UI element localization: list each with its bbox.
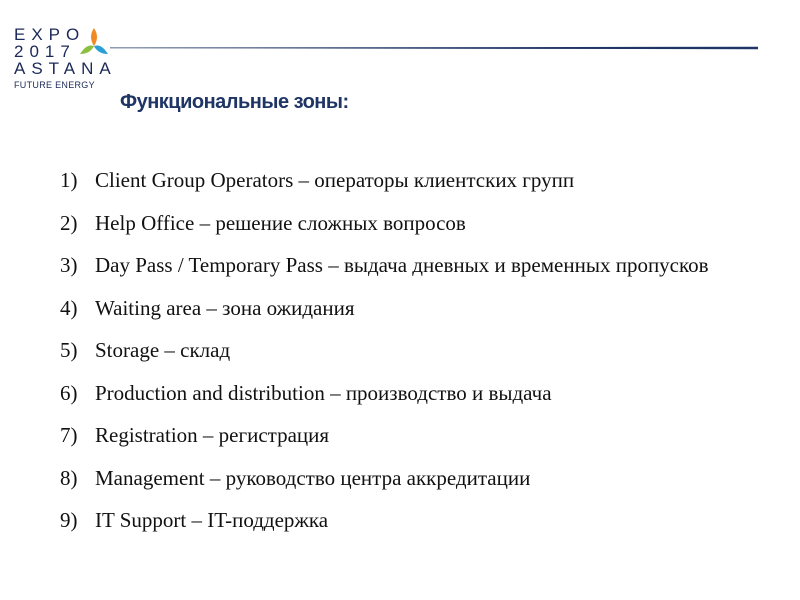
zone-text: Client Group Operators – операторы клиентских групп xyxy=(95,168,575,192)
zone-text: IT Support – IT-поддержка xyxy=(95,508,329,532)
header-rule xyxy=(110,45,758,50)
zone-text: Production and distribution – производство и выдача xyxy=(95,380,552,405)
zone-number: 3) xyxy=(60,253,78,277)
zone-text: Storage – склад xyxy=(95,338,231,362)
zone-number: 1) xyxy=(60,168,78,192)
zone-text: Help Office – решение сложных вопросов xyxy=(95,210,466,235)
zone-number: 4) xyxy=(60,295,78,320)
zone-number: 5) xyxy=(60,338,78,362)
zone-number: 8) xyxy=(60,465,78,490)
zone-item xyxy=(60,419,709,462)
expo-emblem-icon xyxy=(78,26,110,62)
logo-expo-text: EXPO xyxy=(14,25,86,44)
logo-year-text: 2017 xyxy=(14,42,76,61)
zone-number: 7) xyxy=(60,423,78,447)
zone-item xyxy=(60,377,709,420)
logo-city-text: ASTANA xyxy=(14,59,117,78)
zone-number: 9) xyxy=(60,508,78,532)
zone-text: Waiting area – зона ожидания xyxy=(95,295,355,320)
zone-item xyxy=(60,207,709,250)
logo-tagline: FUTURE ENERGY xyxy=(14,80,95,90)
zone-number: 2) xyxy=(60,210,78,235)
zones-list xyxy=(60,164,709,547)
zone-item xyxy=(60,292,709,335)
zone-text: Registration – регистрация xyxy=(95,423,330,447)
zone-item xyxy=(60,164,709,207)
zone-item xyxy=(60,334,709,377)
zone-item xyxy=(60,249,709,292)
zone-item xyxy=(60,504,709,547)
zone-text: Day Pass / Temporary Pass – выдача дневных и временных пропусков xyxy=(95,253,709,277)
zone-text: Management – руководство центра аккредитации xyxy=(95,465,531,490)
expo-logo xyxy=(14,25,117,98)
zone-number: 6) xyxy=(60,380,78,405)
slide-title: Функциональные зоны: xyxy=(120,91,349,113)
zone-item xyxy=(60,462,709,505)
